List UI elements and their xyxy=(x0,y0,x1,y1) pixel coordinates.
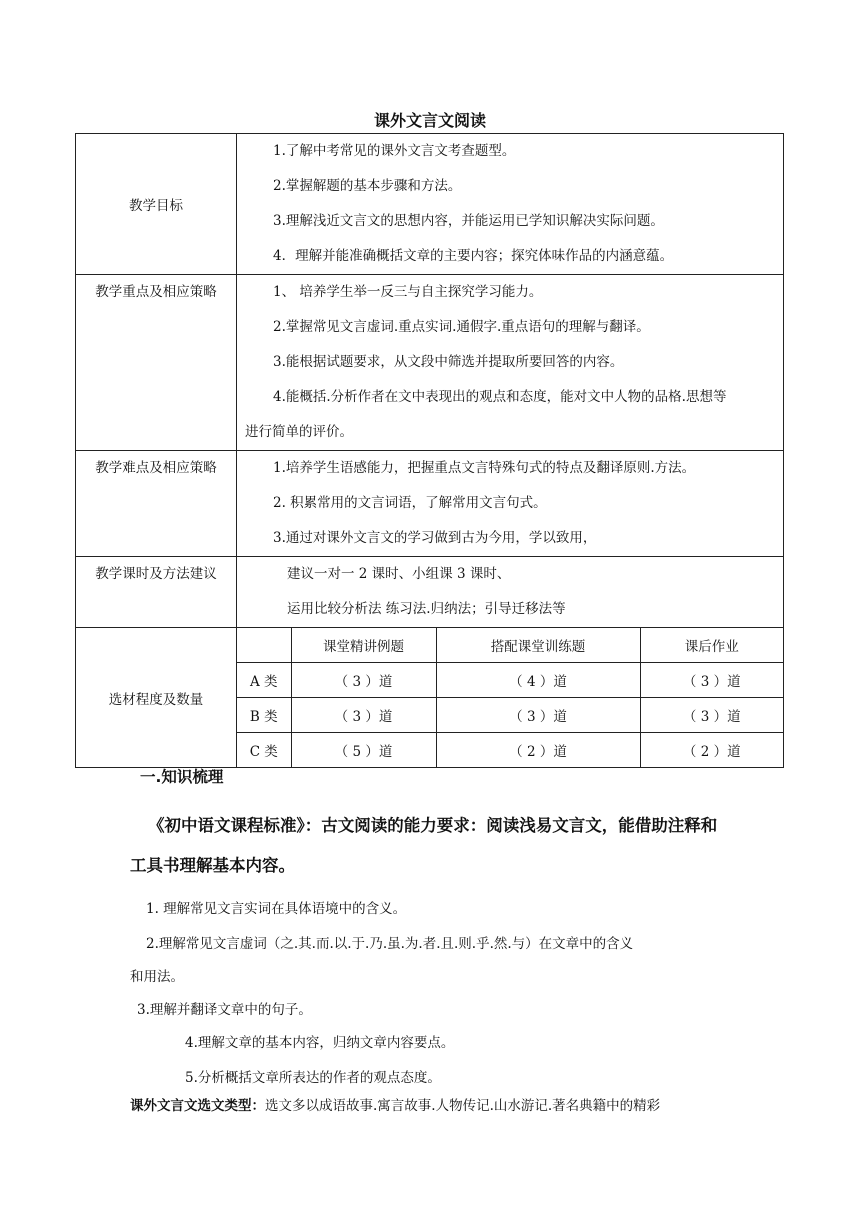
table-row-key-points xyxy=(76,275,784,451)
knowledge-point: 4.理解文章的基本内容，归纳文章内容要点。 xyxy=(185,1035,455,1051)
header-cell xyxy=(237,628,291,663)
content-line: 2. 积累常用的文言词语，了解常用文言句式。 xyxy=(273,495,547,511)
header-cell: 搭配课堂训练题 xyxy=(436,628,640,663)
category-cell: A 类 xyxy=(237,663,291,698)
count-cell: （ 3 ）道 xyxy=(640,663,783,698)
row-label-cell xyxy=(76,275,237,451)
row-content-cell xyxy=(237,275,784,451)
table-row xyxy=(237,663,783,698)
page-title: 课外文言文阅读 xyxy=(373,111,486,130)
count-cell: （ 5 ）道 xyxy=(291,733,436,768)
row-label-cell xyxy=(76,134,237,275)
content-line: 1.培养学生语感能力，把握重点文言特殊句式的特点及翻译原则.方法。 xyxy=(273,460,696,476)
knowledge-point: 1. 理解常见文言实词在具体语境中的含义。 xyxy=(146,901,407,917)
row-label: 选材程度及数量 xyxy=(108,691,204,708)
content-line: 运用比较分析法 练习法.归纳法；引导迁移法等 xyxy=(287,601,566,617)
count-cell: （ 3 ）道 xyxy=(291,698,436,733)
category-cell: C 类 xyxy=(237,733,291,768)
row-content-cell xyxy=(237,451,784,557)
row-content-cell xyxy=(237,557,784,628)
text-type-line xyxy=(130,1094,660,1114)
row-label-cell xyxy=(76,451,237,557)
table-row-materials xyxy=(76,628,784,768)
table-row xyxy=(237,733,783,768)
content-line: 4.能概括.分析作者在文中表现出的观点和态度，能对文中人物的品格.思想等 xyxy=(273,389,727,405)
knowledge-point: 2.理解常见文言虚词（之.其.而.以.于.乃.虽.为.者.且.则.乎.然.与）在文章中的含义 xyxy=(146,936,634,952)
content-line: 1、 培养学生举一反三与自主探究学习能力。 xyxy=(273,284,543,300)
content-line: 3.能根据试题要求，从文段中筛选并提取所要回答的内容。 xyxy=(273,354,624,370)
row-label: 教学重点及相应策略 xyxy=(95,284,217,300)
text-type-content: 选文多以成语故事.寓言故事.人物传记.山水游记.著名典籍中的精彩 xyxy=(265,1098,661,1114)
count-cell: （ 3 ）道 xyxy=(640,698,783,733)
materials-table xyxy=(237,628,783,767)
count-cell: （ 2 ）道 xyxy=(640,733,783,768)
category-cell: B 类 xyxy=(237,698,291,733)
content-line: 进行简单的评价。 xyxy=(245,424,353,440)
content-line: 1.了解中考常见的课外文言文考查题型。 xyxy=(273,143,516,159)
row-label-cell xyxy=(76,628,237,768)
content-line: 2.掌握解题的基本步骤和方法。 xyxy=(273,178,462,194)
content-line: 3.通过对课外文言文的学习做到古为今用，学以致用， xyxy=(273,530,597,546)
content-line: 4．理解并能准确概括文章的主要内容；探究体味作品的内涵意蕴。 xyxy=(273,248,674,264)
header-cell: 课后作业 xyxy=(640,628,783,663)
header-cell: 课堂精讲例题 xyxy=(291,628,436,663)
table-row-objectives xyxy=(76,134,784,275)
content-line: 建议一对一 2 课时、小组课 3 课时、 xyxy=(287,566,511,582)
text-type-label: 课外文言文选文类型： xyxy=(130,1098,265,1114)
materials-header-row xyxy=(237,628,783,663)
table-row-schedule xyxy=(76,557,784,628)
table-row xyxy=(237,698,783,733)
knowledge-point: 5.分析概括文章所表达的作者的观点态度。 xyxy=(185,1070,441,1086)
row-label: 教学课时及方法建议 xyxy=(95,566,217,582)
count-cell: （ 2 ）道 xyxy=(436,733,640,768)
materials-cell xyxy=(237,628,784,768)
content-line: 3.理解浅近文言文的思想内容，并能运用已学知识解决实际问题。 xyxy=(273,213,664,229)
content-line: 2.掌握常见文言虚词.重点实词.通假字.重点语句的理解与翻译。 xyxy=(273,319,650,335)
row-label: 教学目标 xyxy=(129,198,183,214)
count-cell: （ 3 ）道 xyxy=(436,698,640,733)
row-content-cell xyxy=(237,134,784,275)
curriculum-standard-line: 工具书理解基本内容。 xyxy=(130,856,295,875)
knowledge-point: 和用法。 xyxy=(130,969,184,985)
section-heading: 一.知识梳理 xyxy=(140,768,224,786)
curriculum-standard-line: 《初中语文课程标准》：古文阅读的能力要求：阅读浅易文言文，能借助注释和 xyxy=(148,816,718,835)
count-cell: （ 3 ）道 xyxy=(291,663,436,698)
row-label: 教学难点及相应策略 xyxy=(95,460,217,476)
row-label-cell xyxy=(76,557,237,628)
table-row-difficulties xyxy=(76,451,784,557)
lesson-plan-table xyxy=(75,133,784,768)
count-cell: （ 4 ）道 xyxy=(436,663,640,698)
knowledge-point: 3.理解并翻译文章中的句子。 xyxy=(137,1002,312,1018)
